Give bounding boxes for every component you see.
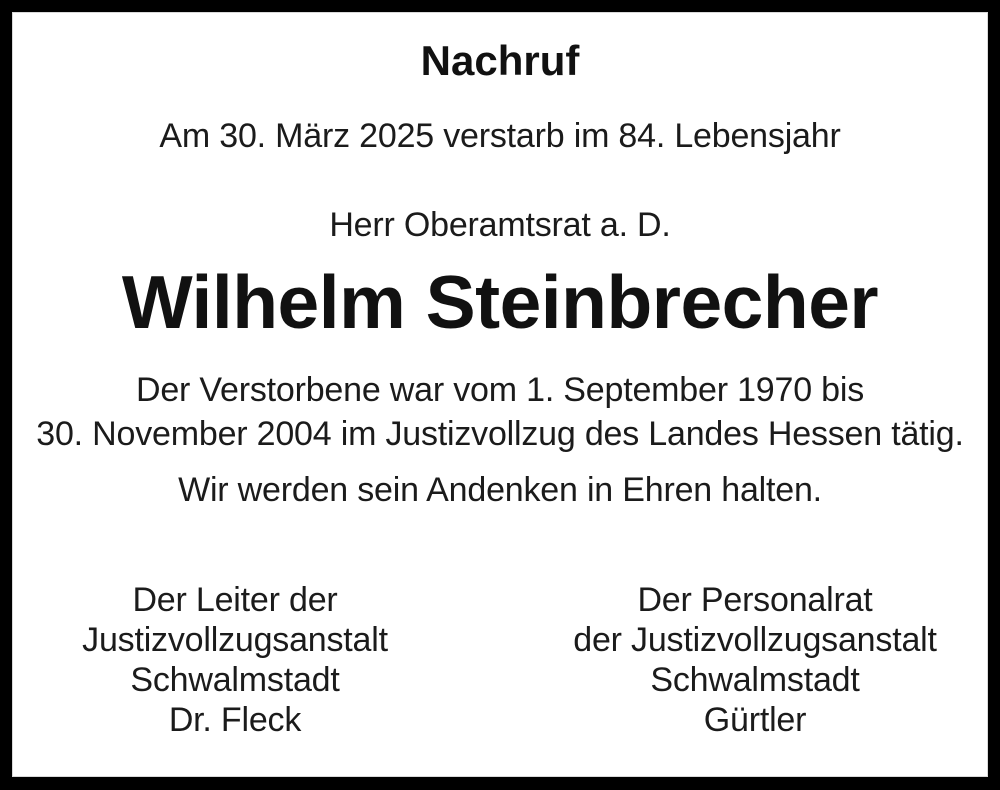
signature-right-name: Gürtler (703, 701, 807, 739)
service-line-1: Der Verstorbene war vom 1. September 1970 bis (135, 371, 865, 409)
deceased-name: Wilhelm Steinbrecher (121, 260, 879, 344)
signature-right-line-2: der Justizvollzugsanstalt (573, 621, 937, 659)
signature-left (82, 580, 388, 740)
signature-right (573, 580, 937, 740)
obituary-title: Nachruf (420, 37, 580, 84)
signature-left-line-3: Schwalmstadt (130, 661, 340, 699)
signature-left-name: Dr. Fleck (168, 701, 302, 739)
signature-right-line-1: Der Personalrat (637, 581, 873, 619)
signature-left-line-1: Der Leiter der (132, 581, 338, 619)
death-date-line: Am 30. März 2025 verstarb im 84. Lebensjahr (159, 117, 841, 155)
service-line-2: 30. November 2004 im Justizvollzug des Landes Hessen tätig. (36, 415, 964, 453)
signature-left-line-2: Justizvollzugsanstalt (82, 621, 388, 659)
remembrance-line: Wir werden sein Andenken in Ehren halten. (178, 471, 822, 509)
signature-right-line-3: Schwalmstadt (650, 661, 860, 699)
service-paragraph (12, 368, 988, 456)
honorific-line: Herr Oberamtsrat a. D. (329, 206, 671, 244)
obituary-card (12, 12, 988, 777)
